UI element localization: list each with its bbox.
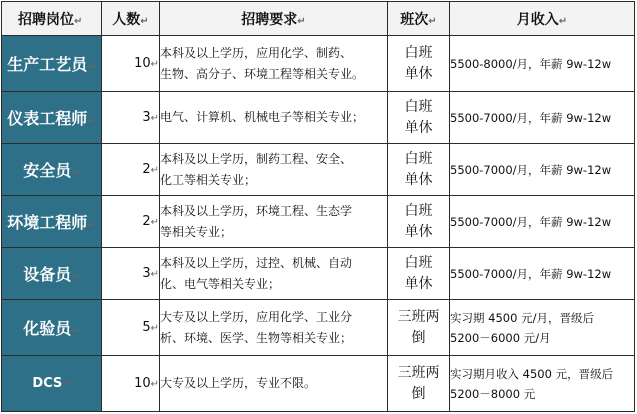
requirements-cell: 本科及以上学历，应用化学、制药、 生物、高分子、环境工程等相关专业。 [160, 36, 388, 92]
shift-cell: 白班 单休 [388, 92, 450, 144]
position-cell: 环境工程师↵ [2, 196, 102, 248]
shift-cell: 白班 单休 [388, 248, 450, 300]
salary-cell: 5500-8000/月，年薪 9w-12w [450, 36, 635, 92]
shift-cell: 白班 单休 [388, 36, 450, 92]
count-cell: 2↵ [102, 144, 160, 196]
table-row [2, 300, 635, 356]
shift-cell: 白班 单休 [388, 144, 450, 196]
position-cell: 安全员↵ [2, 144, 102, 196]
salary-cell: 实习期 4500 元/月，晋级后 5200－6000 元/月 [450, 300, 635, 356]
salary-cell: 5500-7000/月，年薪 9w-12w [450, 92, 635, 144]
shift-cell: 白班 单休 [388, 196, 450, 248]
requirements-cell: 本科及以上学历，环境工程、生态学 等相关专业； [160, 196, 388, 248]
count-cell: 5↵ [102, 300, 160, 356]
salary-cell: 5500-7000/月，年薪 9w-12w [450, 144, 635, 196]
salary-cell: 实习期月收入 4500 元，晋级后 5200－8000 元 [450, 356, 635, 412]
requirements-cell: 大专及以上学历，专业不限。 [160, 356, 388, 412]
table-row [2, 144, 635, 196]
position-cell: DCS↵ [2, 356, 102, 412]
count-cell: 3↵ [102, 92, 160, 144]
table-header-row [2, 2, 635, 36]
recruitment-table [1, 1, 635, 412]
count-cell: 10↵ [102, 356, 160, 412]
requirements-cell: 大专及以上学历，应用化学、工业分 析、环境、医学、生物等相关专业； [160, 300, 388, 356]
salary-cell: 5500-7000/月，年薪 9w-12w [450, 248, 635, 300]
table-row [2, 356, 635, 412]
position-cell: 仪表工程师↵ [2, 92, 102, 144]
table-row [2, 196, 635, 248]
header-position: 招聘岗位↵ [2, 2, 102, 36]
table-row [2, 92, 635, 144]
shift-cell: 三班两 倒 [388, 356, 450, 412]
header-requirements: 招聘要求↵ [160, 2, 388, 36]
position-cell: 设备员↵ [2, 248, 102, 300]
count-cell: 3↵ [102, 248, 160, 300]
shift-cell: 三班两 倒 [388, 300, 450, 356]
salary-cell: 5500-7000/月，年薪 9w-12w [450, 196, 635, 248]
table-row [2, 248, 635, 300]
count-cell: 10↵ [102, 36, 160, 92]
position-cell: 化验员↵ [2, 300, 102, 356]
table-row [2, 36, 635, 92]
header-salary: 月收入↵ [450, 2, 635, 36]
header-shift: 班次↵ [388, 2, 450, 36]
position-cell: 生产工艺员↵ [2, 36, 102, 92]
count-cell: 2↵ [102, 196, 160, 248]
requirements-cell: 电气、计算机、机械电子等相关专业； [160, 92, 388, 144]
header-count: 人数↵ [102, 2, 160, 36]
requirements-cell: 本科及以上学历，过控、机械、自动 化、电气等相关专业； [160, 248, 388, 300]
requirements-cell: 本科及以上学历，制药工程、安全、 化工等相关专业； [160, 144, 388, 196]
